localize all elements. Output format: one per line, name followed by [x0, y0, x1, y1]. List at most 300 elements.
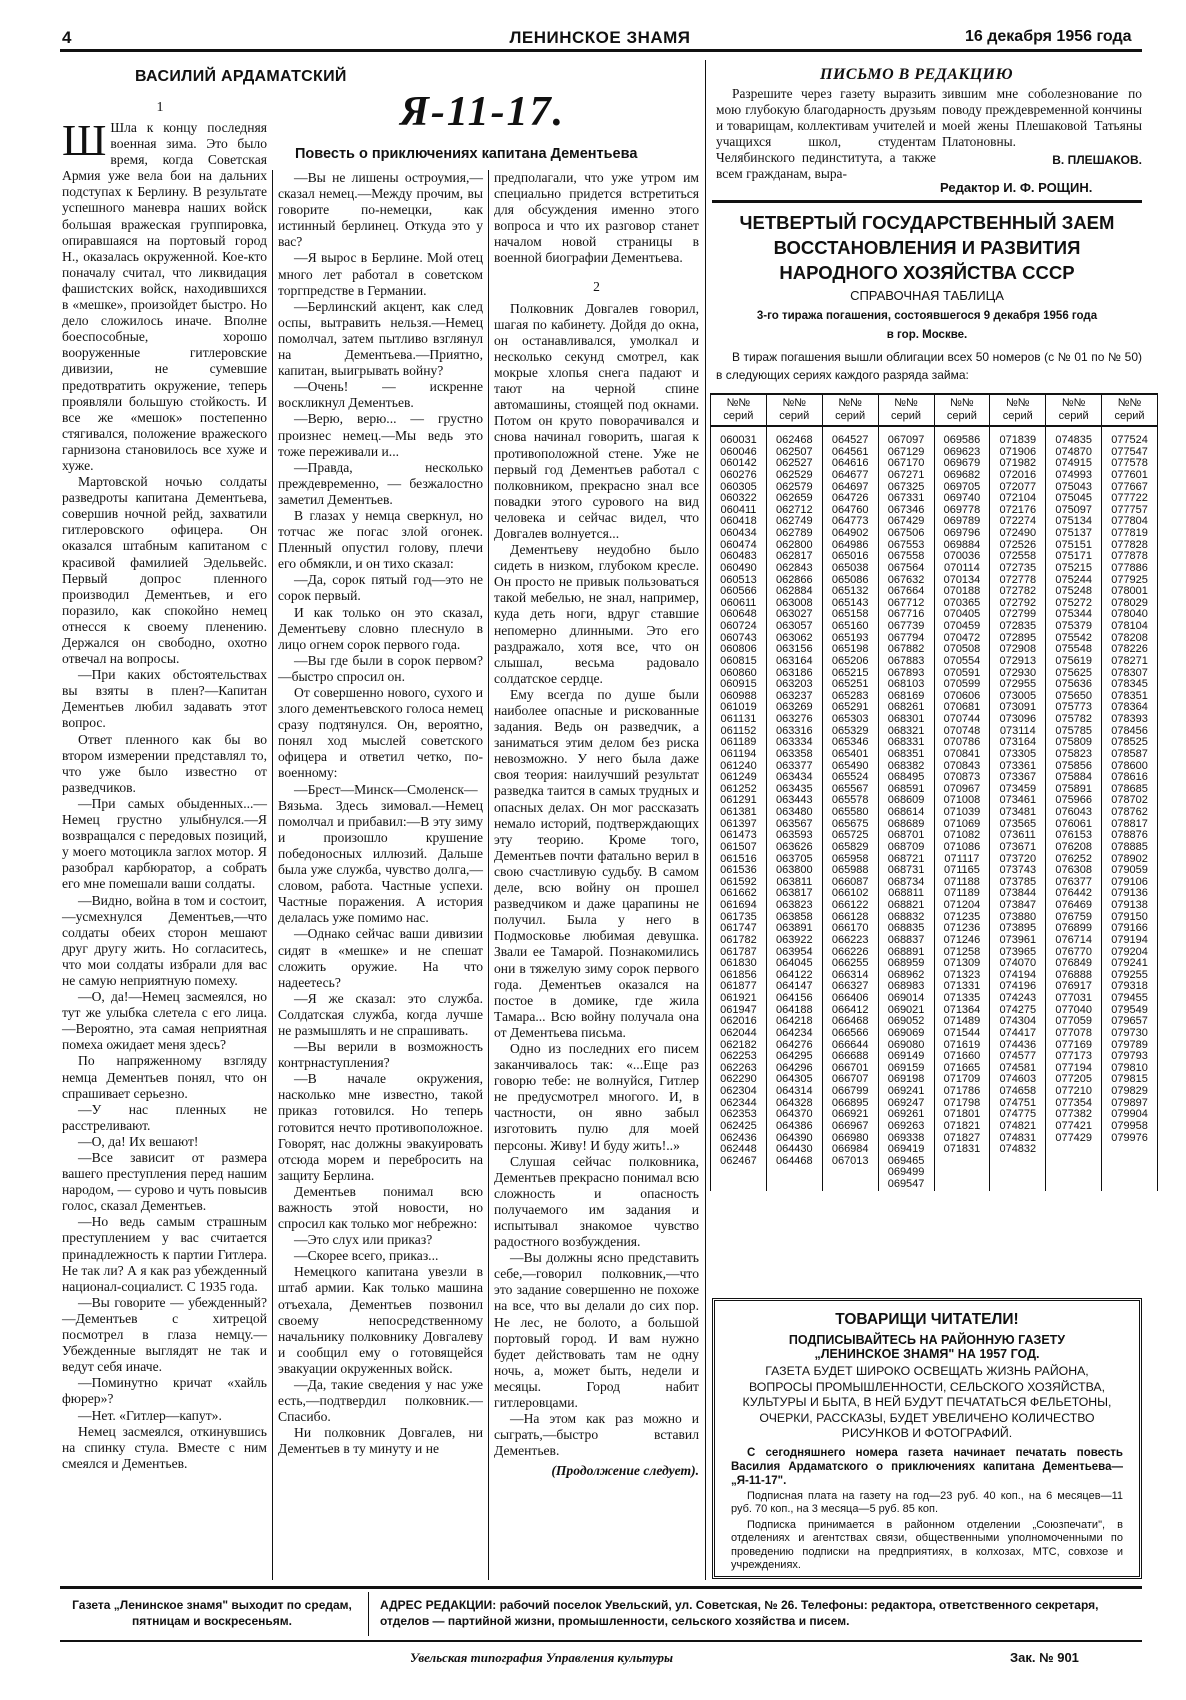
series-number: 065725 — [822, 830, 878, 842]
series-number: 072895 — [990, 633, 1046, 645]
series-number: 069796 — [934, 528, 990, 540]
series-number: 063593 — [766, 830, 822, 842]
series-number: 076043 — [1046, 807, 1102, 819]
series-number: 066327 — [822, 981, 878, 993]
loan-title-2: ВОССТАНОВЛЕНИЯ И РАЗВИТИЯ — [773, 237, 1081, 258]
series-number: 062843 — [766, 563, 822, 575]
series-number: 067331 — [878, 493, 934, 505]
series-number: 063062 — [766, 633, 822, 645]
series-number: 064697 — [822, 482, 878, 494]
series-number: 073459 — [990, 784, 1046, 796]
series-number: 073096 — [990, 714, 1046, 726]
footer-divider — [368, 1592, 369, 1636]
loan-series-table — [710, 393, 1158, 1191]
series-number: 065524 — [822, 772, 878, 784]
series-number: 072077 — [990, 482, 1046, 494]
series-number: 071258 — [934, 947, 990, 959]
series-number: 076442 — [1046, 888, 1102, 900]
series-number: 076061 — [1046, 819, 1102, 831]
series-number: 066170 — [822, 923, 878, 935]
series-number: 068609 — [878, 795, 934, 807]
series-number: 063008 — [766, 598, 822, 610]
series-number: 076153 — [1046, 830, 1102, 842]
series-number: 071709 — [934, 1074, 990, 1086]
series-number: 076714 — [1046, 935, 1102, 947]
table-row — [711, 1028, 1158, 1040]
series-number: 077429 — [1046, 1133, 1102, 1145]
continued-note: (Продолжение следует). — [551, 1463, 699, 1479]
series-number: 079455 — [1102, 993, 1158, 1005]
table-row — [711, 1179, 1158, 1191]
story-paragraph: —Да, сорок пятый год—это не сорок первый. — [278, 572, 483, 604]
series-number: 060648 — [711, 609, 767, 621]
series-number: 075782 — [1046, 714, 1102, 726]
series-number: 074775 — [990, 1109, 1046, 1121]
series-number: 063027 — [766, 609, 822, 621]
series-number — [822, 1167, 878, 1179]
table-row — [711, 470, 1158, 482]
table-row — [711, 426, 1158, 447]
series-number: 078001 — [1102, 586, 1158, 598]
series-number: 072782 — [990, 586, 1046, 598]
series-number: 077925 — [1102, 575, 1158, 587]
series-number: 068983 — [878, 981, 934, 993]
series-number: 068731 — [878, 865, 934, 877]
series-number: 069159 — [878, 1063, 934, 1075]
series-number — [711, 1167, 767, 1179]
story-paragraph: предполагали, что уже утром им специально придется встретиться для обсуждения именно этого вопроса и что их разговор станет началом новой страницы в военной биографии Дементьева. — [494, 170, 699, 266]
story-paragraph: —Нет. «Гитлер—капут». — [78, 1407, 222, 1423]
series-number: 060411 — [711, 505, 767, 517]
series-number: 060031 — [711, 426, 767, 447]
series-number: 073611 — [990, 830, 1046, 842]
table-row — [711, 493, 1158, 505]
series-number: 064773 — [822, 516, 878, 528]
series-number: 073743 — [990, 865, 1046, 877]
series-number: 069740 — [934, 493, 990, 505]
series-number: 071801 — [934, 1109, 990, 1121]
series-number: 070508 — [934, 644, 990, 656]
series-number: 064370 — [766, 1109, 822, 1121]
series-number: 071906 — [990, 447, 1046, 459]
series-number — [1046, 1167, 1102, 1179]
series-number: 065198 — [822, 644, 878, 656]
series-number: 063705 — [766, 854, 822, 866]
series-number: 074436 — [990, 1040, 1046, 1052]
series-number: 072104 — [990, 493, 1046, 505]
series-number: 067739 — [878, 621, 934, 633]
series-number: 066566 — [822, 1028, 878, 1040]
series-number: 073965 — [990, 947, 1046, 959]
series-number: 078345 — [1102, 679, 1158, 691]
series-number: 067346 — [878, 505, 934, 517]
loan-title-1: ЧЕТВЕРТЫЙ ГОСУДАРСТВЕННЫЙ ЗАЕМ — [739, 212, 1115, 233]
series-number — [711, 1179, 767, 1191]
series-number: 072274 — [990, 516, 1046, 528]
series-number: 073164 — [990, 737, 1046, 749]
series-number: 075379 — [1046, 621, 1102, 633]
series-number: 063891 — [766, 923, 822, 935]
series-number — [822, 1179, 878, 1191]
series-number: 071798 — [934, 1098, 990, 1110]
series-number: 079318 — [1102, 981, 1158, 993]
series-number: 064328 — [766, 1098, 822, 1110]
series-number: 071309 — [934, 958, 990, 970]
series-number: 069884 — [934, 540, 990, 552]
series-number: 077059 — [1046, 1016, 1102, 1028]
story-paragraph: —Но ведь самым страшным преступлением у вас считается принадлежность к партии Гитлера. Не так ли? А я как раз убежденный национал-социалист. С 1935 года. — [62, 1214, 267, 1294]
series-number: 065829 — [822, 842, 878, 854]
series-number: 078351 — [1102, 691, 1158, 703]
series-number: 067632 — [878, 575, 934, 587]
series-number: 067325 — [878, 482, 934, 494]
series-number: 065132 — [822, 586, 878, 598]
footer-rule-bottom — [60, 1640, 1142, 1642]
table-row — [711, 621, 1158, 633]
series-number: 065206 — [822, 656, 878, 668]
letter-column-a — [716, 86, 936, 183]
series-number: 078393 — [1102, 714, 1158, 726]
series-number: 064386 — [766, 1121, 822, 1133]
series-number: 061747 — [711, 923, 767, 935]
chapter-number: 2 — [593, 278, 600, 294]
series-number: 071039 — [934, 807, 990, 819]
series-number: 065038 — [822, 563, 878, 575]
series-number: 069069 — [878, 1028, 934, 1040]
series-number: 070843 — [934, 761, 990, 773]
series-number: 061252 — [711, 784, 767, 796]
series-number: 060860 — [711, 668, 767, 680]
series-number: 075045 — [1046, 493, 1102, 505]
series-number: 075785 — [1046, 726, 1102, 738]
story-paragraph: От совершенно нового, сухого и злого дементьевского голоса немец сразу подтянулся. Он, вероятно, понял ход мыслей советского офицера и ответил четко, по-военному: — [278, 685, 483, 781]
series-number: 063377 — [766, 761, 822, 773]
series-number: 062789 — [766, 528, 822, 540]
subscription-heading: ТОВАРИЩИ ЧИТАТЕЛИ! — [835, 1311, 1019, 1328]
story-paragraph: —Да, такие сведения у нас уже есть,—подтвердил полковник.—Спасибо. — [278, 1377, 483, 1425]
series-number: 061019 — [711, 702, 767, 714]
series-number: 061877 — [711, 981, 767, 993]
series-number: 077031 — [1046, 993, 1102, 1005]
story-paragraph: —При каких обстоятельствах вы взяты в плен?—Капитан Дементьев любил задавать этот вопрос. — [62, 667, 267, 731]
series-number: 063443 — [766, 795, 822, 807]
series-number: 079138 — [1102, 900, 1158, 912]
series-number: 068591 — [878, 784, 934, 796]
series-number: 064726 — [822, 493, 878, 505]
series-number: 079136 — [1102, 888, 1158, 900]
series-number: 061830 — [711, 958, 767, 970]
series-number: 079904 — [1102, 1109, 1158, 1121]
table-row — [711, 1121, 1158, 1133]
series-number: 077078 — [1046, 1028, 1102, 1040]
series-number: 076888 — [1046, 970, 1102, 982]
series-number: 074243 — [990, 993, 1046, 1005]
series-number: 061249 — [711, 772, 767, 784]
series-number: 071069 — [934, 819, 990, 831]
series-number: 076899 — [1046, 923, 1102, 935]
column-header: №№ серий — [1046, 394, 1102, 426]
series-number: 067429 — [878, 516, 934, 528]
series-number: 073895 — [990, 923, 1046, 935]
series-number: 071236 — [934, 923, 990, 935]
series-number: 066102 — [822, 888, 878, 900]
series-number: 061856 — [711, 970, 767, 982]
table-row — [711, 1144, 1158, 1156]
series-number: 069419 — [878, 1144, 934, 1156]
series-number: 074275 — [990, 1005, 1046, 1017]
series-number: 075809 — [1046, 737, 1102, 749]
series-number: 079255 — [1102, 970, 1158, 982]
series-number — [1102, 1156, 1158, 1168]
series-number: 063276 — [766, 714, 822, 726]
series-number: 061189 — [711, 737, 767, 749]
series-number: 061694 — [711, 900, 767, 912]
series-number: 073844 — [990, 888, 1046, 900]
series-number: 079166 — [1102, 923, 1158, 935]
series-number: 077382 — [1046, 1109, 1102, 1121]
series-number: 071839 — [990, 426, 1046, 447]
table-row — [711, 528, 1158, 540]
series-number: 071665 — [934, 1063, 990, 1075]
series-number: 075856 — [1046, 761, 1102, 773]
series-number: 069682 — [934, 470, 990, 482]
story-paragraph: Ни полковник Довгалев, ни Дементьев в ту минуту и не — [278, 1425, 483, 1457]
series-number: 063480 — [766, 807, 822, 819]
series-number: 068261 — [878, 702, 934, 714]
series-number: 068301 — [878, 714, 934, 726]
series-number: 075823 — [1046, 749, 1102, 761]
series-number: 074658 — [990, 1086, 1046, 1098]
series-number — [1046, 1144, 1102, 1156]
series-number: 075636 — [1046, 679, 1102, 691]
series-number: 065215 — [822, 668, 878, 680]
series-number: 061782 — [711, 935, 767, 947]
series-number — [1102, 1179, 1158, 1191]
series-number: 064527 — [822, 426, 878, 447]
series-number: 069241 — [878, 1086, 934, 1098]
series-number: 069789 — [934, 516, 990, 528]
newspaper-title: ЛЕНИНСКОЕ ЗНАМЯ — [509, 28, 691, 47]
series-number: 075884 — [1046, 772, 1102, 784]
table-row — [711, 865, 1158, 877]
series-number: 066688 — [822, 1051, 878, 1063]
series-number: 071323 — [934, 970, 990, 982]
series-number: 065283 — [822, 691, 878, 703]
series-number: 073461 — [990, 795, 1046, 807]
table-row — [711, 842, 1158, 854]
series-number: 074915 — [1046, 458, 1102, 470]
series-number: 064760 — [822, 505, 878, 517]
series-number: 061152 — [711, 726, 767, 738]
series-number: 065160 — [822, 621, 878, 633]
series-number: 061787 — [711, 947, 767, 959]
table-row — [711, 656, 1158, 668]
series-number: 075650 — [1046, 691, 1102, 703]
series-number: 064147 — [766, 981, 822, 993]
series-number: 078307 — [1102, 668, 1158, 680]
series-number: 074835 — [1046, 426, 1102, 447]
series-number: 075891 — [1046, 784, 1102, 796]
address-text: рабочий поселок Увельский, ул. Советская, № 26. Телефоны: редактора, ответственного секретаря, отделов — партийной жизни, промышленности, сельского хозяйства и писем. — [380, 1598, 1099, 1628]
series-number: 079059 — [1102, 865, 1158, 877]
story-paragraph: —У нас пленных не расстреливают. — [62, 1101, 267, 1133]
series-number: 068821 — [878, 900, 934, 912]
series-number: 072490 — [990, 528, 1046, 540]
series-number: 070744 — [934, 714, 990, 726]
series-number: 064122 — [766, 970, 822, 982]
loan-draw-line-2: в гор. Москве. — [886, 329, 968, 341]
series-number: 064677 — [822, 470, 878, 482]
series-number: 063316 — [766, 726, 822, 738]
series-number: 069263 — [878, 1121, 934, 1133]
series-number: 077722 — [1102, 493, 1158, 505]
story-paragraph: —Вы не лишены остроумия,—сказал немец.—Между прочим, вы говорите по-немецки, как истинный берлинец. Откуда это у вас? — [278, 170, 483, 250]
series-number: 061291 — [711, 795, 767, 807]
series-number: 070459 — [934, 621, 990, 633]
series-number: 079657 — [1102, 1016, 1158, 1028]
story-paragraph: Дементьеву неудобно было сидеть в низком, глубоком кресле. Он просто не привык пользоваться такой мебелью, не знал, например, куда деть ноги, вдруг ставшие непомерно длинными. Это его раздражало, хотя все, что он слышал, весьма радовало солдатское сердце. — [494, 542, 699, 686]
series-number: 073114 — [990, 726, 1046, 738]
series-number: 077878 — [1102, 551, 1158, 563]
column-header: №№ серий — [878, 394, 934, 426]
series-number: 061381 — [711, 807, 767, 819]
series-number: 074870 — [1046, 447, 1102, 459]
series-number: 069499 — [878, 1167, 934, 1179]
letter-signature: В. ПЛЕШАКОВ. — [1052, 153, 1142, 168]
series-number: 061662 — [711, 888, 767, 900]
subscription-price: Подписная плата на газету на год—23 руб. 40 коп., на 6 месяцев—11 руб. 70 коп., на 3 месяца—5 руб. 85 коп. — [731, 1489, 1123, 1515]
series-number: 071544 — [934, 1028, 990, 1040]
series-number: 073671 — [990, 842, 1046, 854]
story-title: Я-11-17. — [400, 89, 566, 135]
series-number: 074831 — [990, 1133, 1046, 1145]
series-number: 070114 — [934, 563, 990, 575]
story-subtitle: Повесть о приключениях капитана Дементьева — [295, 146, 638, 162]
series-number: 071246 — [934, 935, 990, 947]
series-number: 076849 — [1046, 958, 1102, 970]
series-number: 062448 — [711, 1144, 767, 1156]
chapter-number: 1 — [156, 100, 164, 115]
series-number: 077804 — [1102, 516, 1158, 528]
series-number: 063057 — [766, 621, 822, 633]
series-number: 069547 — [878, 1179, 934, 1191]
series-number: 065158 — [822, 609, 878, 621]
series-number: 066223 — [822, 935, 878, 947]
series-number: 069021 — [878, 1005, 934, 1017]
series-number: 078104 — [1102, 621, 1158, 633]
series-number: 075619 — [1046, 656, 1102, 668]
series-number: 064616 — [822, 458, 878, 470]
series-number: 066406 — [822, 993, 878, 1005]
series-number: 062436 — [711, 1133, 767, 1145]
letter-text: Разрешите через газету выразить мою глубокую благодарность друзьям и товарищам, коллективам учителей и учащихся школ, студентам Челябинского пединститута, а также всем гражданам, выра- — [716, 86, 936, 182]
story-paragraph: Дементьев понимал всю важность этой новости, но спросил как только мог небрежно: — [278, 1183, 483, 1232]
series-number: 071821 — [934, 1121, 990, 1133]
series-number: 073367 — [990, 772, 1046, 784]
series-number: 074070 — [990, 958, 1046, 970]
series-number: 072176 — [990, 505, 1046, 517]
series-number: 078208 — [1102, 633, 1158, 645]
series-number: 063858 — [766, 912, 822, 924]
series-number — [1046, 1156, 1102, 1168]
series-number: 068382 — [878, 761, 934, 773]
series-number: 074577 — [990, 1051, 1046, 1063]
series-number: 066087 — [822, 877, 878, 889]
series-number: 061507 — [711, 842, 767, 854]
series-number: 069261 — [878, 1109, 934, 1121]
series-number: 066895 — [822, 1098, 878, 1110]
series-number: 069679 — [934, 458, 990, 470]
series-number: 060566 — [711, 586, 767, 598]
series-number: 062800 — [766, 540, 822, 552]
series-number: 067013 — [822, 1156, 878, 1168]
series-number: 074832 — [990, 1144, 1046, 1156]
footer-printer: Увельская типография Управления культуры — [410, 1650, 674, 1665]
series-number: 060988 — [711, 691, 767, 703]
series-number: 070188 — [934, 586, 990, 598]
series-number: 078876 — [1102, 830, 1158, 842]
series-number: 077667 — [1102, 482, 1158, 494]
series-number: 078226 — [1102, 644, 1158, 656]
series-number: 079897 — [1102, 1098, 1158, 1110]
series-number: 065401 — [822, 749, 878, 761]
series-number: 062659 — [766, 493, 822, 505]
series-number: 062253 — [711, 1051, 767, 1063]
story-paragraph: —При самых обыденных...—Немец грустно улыбнулся.—Я возвращался с передовых позиций, у моего мотоцикла заглох мотор. Я разобрал карбюратор, а собрать его мне помешали ваши солдаты. — [62, 795, 267, 892]
series-number: 060915 — [711, 679, 767, 691]
column-header: №№ серий — [990, 394, 1046, 426]
series-number: 062290 — [711, 1074, 767, 1086]
series-number: 071831 — [934, 1144, 990, 1156]
series-number: 071008 — [934, 795, 990, 807]
series-number: 071489 — [934, 1016, 990, 1028]
series-number: 073005 — [990, 691, 1046, 703]
subscription-where: Подписка принимается в районном отделении „Союзпечати", в отделениях и агентствах связи, общественными уполномоченными по проведению подписки на предприятиях, в колхозах, МТС, совхозе и учреждениях. — [731, 1518, 1123, 1571]
series-number: 062712 — [766, 505, 822, 517]
series-number: 077205 — [1046, 1074, 1102, 1086]
series-number: 069149 — [878, 1051, 934, 1063]
series-number: 061240 — [711, 761, 767, 773]
series-number: 066468 — [822, 1016, 878, 1028]
story-paragraph: В глазах у немца сверкнул, но тотчас же погас злой огонек. Пленный опустил голову, плечи его обмякли, и он тихо сказал: — [278, 507, 483, 572]
story-paragraph: —Брест—Минск—Смоленск—Вязьма. Здесь зимовал.—Немец помолчал и прибавил:—В эту зиму и произошло крушение победоносных иллюзий. Дальше была уже служба, чувство долга,—словом, работа. Частные успехи. Частные поражения. А история делалась уже помимо нас. — [278, 781, 483, 926]
table-row — [711, 749, 1158, 761]
series-number: 065567 — [822, 784, 878, 796]
series-number: 066701 — [822, 1063, 878, 1075]
series-number — [1102, 1144, 1158, 1156]
series-number — [934, 1179, 990, 1191]
series-number: 073361 — [990, 761, 1046, 773]
series-number: 071331 — [934, 981, 990, 993]
series-number — [934, 1156, 990, 1168]
series-number: 068351 — [878, 749, 934, 761]
series-number: 062304 — [711, 1086, 767, 1098]
series-number: 065016 — [822, 551, 878, 563]
table-row — [711, 679, 1158, 691]
series-number: 070365 — [934, 598, 990, 610]
series-number: 071786 — [934, 1086, 990, 1098]
series-number: 074751 — [990, 1098, 1046, 1110]
series-number: 064468 — [766, 1156, 822, 1168]
loan-draw-line-1: 3-го тиража погашения, состоявшегося 9 декабря 1956 года — [756, 310, 1098, 322]
series-number: 062425 — [711, 1121, 767, 1133]
series-number: 064045 — [766, 958, 822, 970]
series-number: 060322 — [711, 493, 767, 505]
series-number: 077578 — [1102, 458, 1158, 470]
series-number: 061592 — [711, 877, 767, 889]
series-number: 066707 — [822, 1074, 878, 1086]
series-number: 075171 — [1046, 551, 1102, 563]
